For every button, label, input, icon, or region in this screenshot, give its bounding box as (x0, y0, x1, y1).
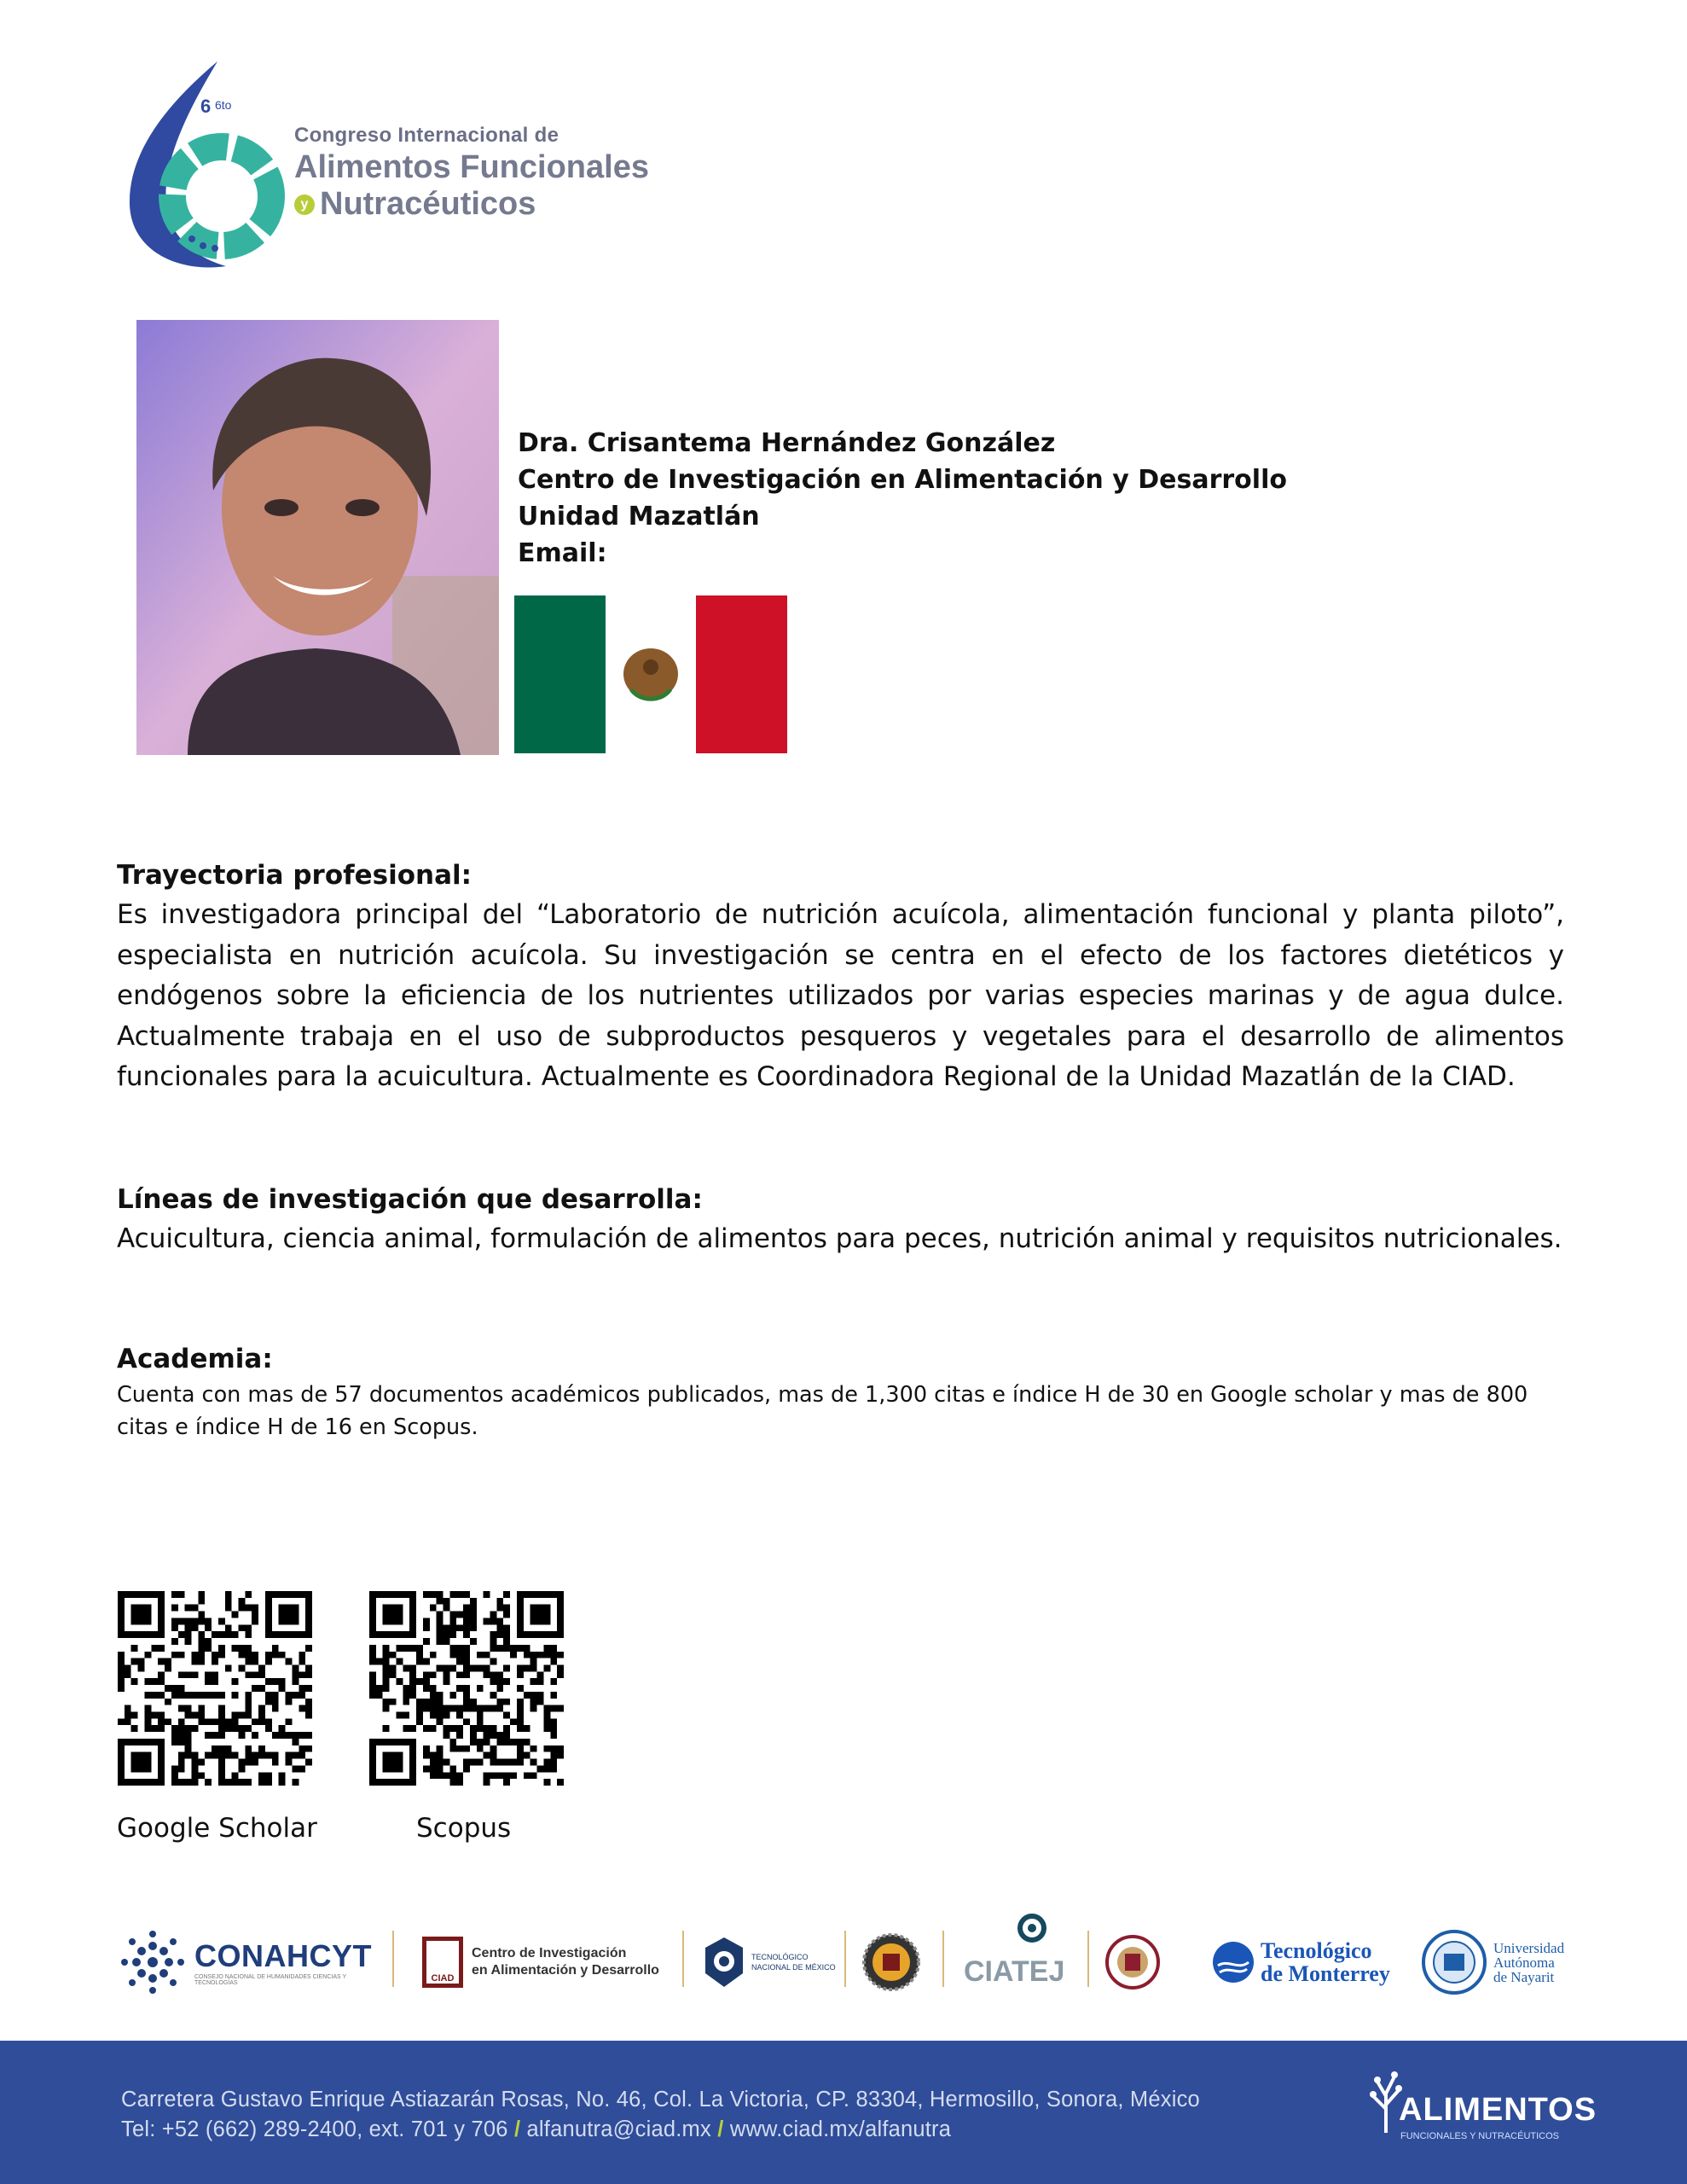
congress-title-line1: Congreso Internacional de (294, 124, 559, 147)
university-seal-icon (1104, 1930, 1161, 1995)
conahcyt-dots-icon (119, 1929, 186, 1995)
divider (682, 1931, 684, 1987)
eagle-emblem-icon (606, 595, 696, 753)
ciad-name-1: Centro de Investigación (472, 1946, 627, 1960)
footer-contact-line (121, 2115, 1200, 2145)
congress-title (294, 124, 649, 223)
congress-title-line3 (294, 186, 649, 223)
footer-email-link[interactable]: alfanutra@ciad.mx (526, 2117, 711, 2141)
congress-title-line2: Alimentos Funcionales (294, 149, 649, 185)
mexico-flag-icon (514, 595, 787, 753)
footer-address-line: Carretera Gustavo Enrique Astiazarán Rosas, No. 46, Col. La Victoria, CP. 83304, Hermosillo, Sonora, México (121, 2088, 1200, 2111)
ciatej-name: CIATEJ (964, 1955, 1065, 1988)
footer-address (121, 2085, 1200, 2145)
footer-separator: / (513, 2117, 521, 2141)
alimentos-word: ALIMENTOS (1399, 2092, 1597, 2128)
footer-phone: Tel: +52 (662) 289-2400, ext. 701 y 706 (121, 2117, 508, 2141)
svg-text:6: 6 (200, 96, 212, 117)
footer-url-link[interactable]: www.ciad.mx/alfanutra (729, 2117, 952, 2141)
tec-line1: Tecnológico (1261, 1938, 1372, 1963)
ciatej-ring-icon (1015, 1911, 1049, 1945)
flag-white-band (606, 595, 696, 753)
alimentos-sub: FUNCIONALES Y NUTRACÉUTICOS (1400, 2131, 1560, 2141)
speaker-info (518, 425, 1287, 572)
alimentos-footer-logo (1365, 2066, 1597, 2160)
tecnm-line1: TECNOLÓGICO (751, 1953, 809, 1961)
scopus-label: Scopus (416, 1813, 512, 1844)
google-scholar-label: Google Scholar (117, 1813, 317, 1844)
ciatej-logo (964, 1915, 1064, 2009)
footer-separator: / (717, 2117, 724, 2141)
academia-body: Cuenta con mas de 57 documentos académicos publicados, mas de 1,300 citas e índice H de 30 en Google scholar y mas de 800 citas e índice H de 16 en Scopus. (117, 1382, 1528, 1440)
uan-logo (1420, 1915, 1564, 2009)
ciad-abbr: CIAD (431, 1973, 455, 1984)
university-seal-logo (1104, 1915, 1161, 2009)
uan-line1: Universidad (1493, 1939, 1565, 1956)
uan-line2: Autónoma (1493, 1954, 1555, 1971)
speaker-institution: Centro de Investigación en Alimentación y Desarrollo (518, 465, 1287, 495)
tec-monterrey-icon (1211, 1940, 1255, 1984)
lineas-body: Acuicultura, ciencia animal, formulación de alimentos para peces, nutrición animal y requisitos nutricionales. (117, 1223, 1562, 1254)
flag-red-band (696, 595, 787, 753)
divider (942, 1931, 944, 1987)
divider (844, 1931, 846, 1987)
conahcyt-subtitle: CONSEJO NACIONAL DE HUMANIDADES CIENCIAS Y TECNOLOGÍAS (194, 1974, 347, 1986)
ciad-logo (422, 1915, 659, 2009)
speaker-email-label: Email: (518, 538, 607, 568)
trayectoria-body: Es investigadora principal del “Laboratorio de nutrición acuícola, alimentación funcional y planta piloto”, especialista en nutrición acuícola. Su investigación se centra en el efecto de los factores dietéticos y endógenos sobre la eficiencia de los nutrientes utilizados por varias especies marinas y de agua dulce. Actualmente trabaja en el uso de subproductos pesqueros y vegetales para el desarrollo de alimentos funcionales para la acuicultura. Actualmente es Coordinadora Regional de la Unidad Mazatlán de la CIAD. (117, 899, 1564, 1092)
conj-badge: y (294, 195, 315, 215)
trayectoria-heading: Trayectoria profesional: (117, 860, 472, 891)
uan-seal-icon (1420, 1928, 1488, 1996)
section-trayectoria (117, 856, 1564, 1098)
uan-line3: de Nayarit (1493, 1968, 1555, 1985)
tec-monterrey-logo (1211, 1915, 1390, 2009)
gear-seal-icon (861, 1932, 921, 1992)
sponsor-logos (111, 1915, 1586, 2009)
footer-bar (0, 2041, 1687, 2184)
speaker-photo (136, 320, 499, 755)
academia-heading: Academia: (117, 1344, 273, 1374)
google-scholar-qr-code[interactable] (118, 1591, 312, 1786)
congress-logo (119, 60, 665, 273)
gear-seal-logo (861, 1915, 921, 2009)
lineas-heading: Líneas de investigación que desarrolla: (117, 1184, 703, 1215)
speaker-name: Dra. Crisantema Hernández González (518, 428, 1056, 458)
flag-green-band (514, 595, 606, 753)
speaker-unit: Unidad Mazatlán (518, 502, 760, 531)
tecnm-logo (702, 1915, 836, 2009)
section-lineas (117, 1180, 1564, 1260)
svg-text:6to: 6to (215, 98, 232, 112)
conahcyt-logo (119, 1915, 374, 2009)
tecnm-line2: NACIONAL DE MÉXICO (751, 1963, 836, 1972)
conahcyt-name: CONAHCYT (194, 1938, 372, 1973)
congress-emblem-icon (119, 60, 299, 273)
congress-title-line3-text: Nutracéuticos (320, 186, 536, 222)
ciad-name-2: en Alimentación y Desarrollo (472, 1963, 659, 1978)
section-academia (117, 1339, 1564, 1443)
tecnm-emblem-icon (702, 1936, 746, 1989)
divider (1087, 1931, 1089, 1987)
divider (392, 1931, 394, 1987)
tec-line2: de Monterrey (1261, 1961, 1390, 1986)
scopus-qr-code[interactable] (369, 1591, 564, 1786)
